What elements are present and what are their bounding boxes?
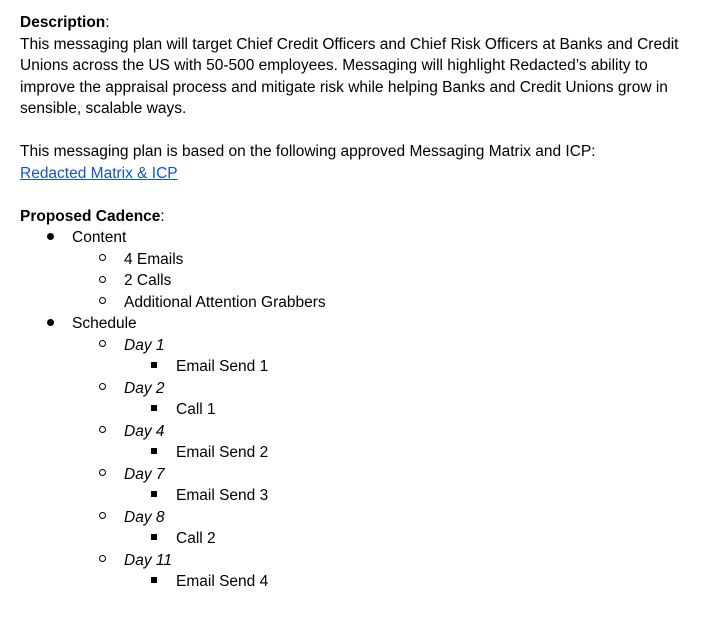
square-bullet-icon — [144, 485, 164, 507]
day-label: Day 8 — [124, 508, 165, 526]
list-item-content — [20, 227, 703, 313]
day-task-list — [124, 442, 703, 464]
circle-bullet-icon — [92, 335, 112, 357]
content-label: Content — [72, 229, 127, 246]
day-label: Day 2 — [124, 379, 165, 397]
circle-bullet-icon — [92, 378, 112, 400]
schedule-day — [72, 421, 703, 464]
description-paragraph: This messaging plan will target Chief Credit Officers and Chief Risk Officers at Banks and Credit Unions across the US with 50-500 employees. Messaging will highlight Redacted’s ability to improve the appraisal process and mitigate risk while helping Banks and Credit Unions grow in sensible, scalable ways. — [20, 35, 679, 117]
day-task: Email Send 3 — [176, 487, 269, 504]
circle-bullet-icon — [92, 292, 112, 314]
list-item — [124, 356, 703, 378]
circle-bullet-icon — [92, 550, 112, 572]
schedule-day — [72, 378, 703, 421]
content-item: 2 Calls — [124, 272, 172, 289]
list-item — [124, 528, 703, 550]
day-task: Call 1 — [176, 401, 216, 418]
disc-bullet-icon — [40, 313, 60, 335]
disc-bullet-icon — [40, 227, 60, 249]
day-task: Call 2 — [176, 530, 216, 547]
square-bullet-icon — [144, 571, 164, 593]
circle-bullet-icon — [92, 464, 112, 486]
description-colon: : — [105, 14, 110, 31]
square-bullet-icon — [144, 442, 164, 464]
day-task-list — [124, 356, 703, 378]
schedule-sublist — [72, 335, 703, 593]
cadence-label: Proposed Cadence — [20, 207, 161, 225]
day-task: Email Send 2 — [176, 444, 269, 461]
day-task-list — [124, 528, 703, 550]
list-item-schedule — [20, 313, 703, 593]
matrix-icp-link[interactable]: Redacted Matrix & ICP — [20, 164, 178, 182]
list-item — [72, 292, 703, 314]
spacer — [20, 120, 703, 142]
basis-paragraph: This messaging plan is based on the following approved Messaging Matrix and ICP: — [20, 143, 596, 160]
circle-bullet-icon — [92, 507, 112, 529]
schedule-day — [72, 464, 703, 507]
cadence-colon: : — [160, 207, 165, 225]
description-heading — [20, 12, 703, 34]
spacer — [20, 184, 703, 206]
basis-link-line — [20, 163, 703, 185]
schedule-day — [72, 550, 703, 593]
list-item — [124, 485, 703, 507]
description-label: Description — [20, 14, 106, 31]
list-item — [124, 399, 703, 421]
cadence-heading — [20, 206, 703, 228]
day-label: Day 11 — [124, 551, 172, 569]
circle-bullet-icon — [92, 249, 112, 271]
schedule-day — [72, 507, 703, 550]
list-item — [124, 442, 703, 464]
square-bullet-icon — [144, 528, 164, 550]
schedule-day — [72, 335, 703, 378]
circle-bullet-icon — [92, 270, 112, 292]
day-label: Day 7 — [124, 465, 165, 483]
content-item: Additional Attention Grabbers — [124, 293, 326, 311]
content-item: 4 Emails — [124, 250, 184, 268]
day-task: Email Send 4 — [176, 573, 269, 590]
day-task-list — [124, 485, 703, 507]
list-item — [124, 571, 703, 593]
day-task-list — [124, 571, 703, 593]
circle-bullet-icon — [92, 421, 112, 443]
cadence-list — [20, 227, 703, 593]
square-bullet-icon — [144, 356, 164, 378]
content-sublist — [72, 249, 703, 314]
schedule-label: Schedule — [72, 315, 137, 332]
list-item — [72, 249, 703, 271]
square-bullet-icon — [144, 399, 164, 421]
day-label: Day 4 — [124, 422, 165, 440]
day-task-list — [124, 399, 703, 421]
day-task: Email Send 1 — [176, 358, 269, 375]
list-item — [72, 270, 703, 292]
day-label: Day 1 — [124, 336, 165, 354]
